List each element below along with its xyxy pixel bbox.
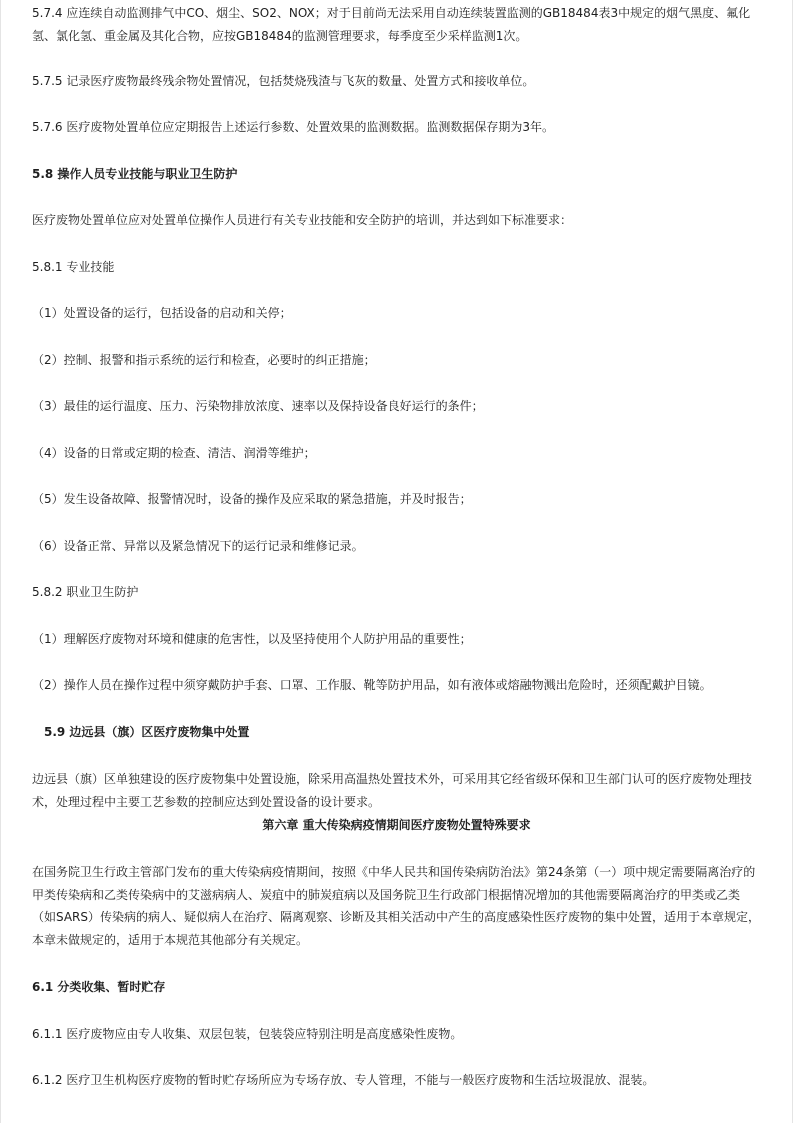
list-item-5-8-2-1: （1）理解医疗废物对环境和健康的危害性，以及坚持使用个人防护用品的重要性； [32, 632, 472, 646]
paragraph-6-1-1: 6.1.1 医疗废物应由专人收集、双层包装，包装袋应特别注明是高度感染性废物。 [32, 1027, 463, 1041]
list-item-5-8-1-4: （4）设备的日常或定期的检查、清洁、润滑等维护； [32, 446, 316, 460]
section-heading-6-1: 6.1 分类收集、暂时贮存 [32, 980, 166, 994]
paragraph-5-8-intro: 医疗废物处置单位应对处置单位操作人员进行有关专业技能和安全防护的培训，并达到如下标准要求： [32, 213, 573, 227]
page-edge-left [0, 0, 1, 1123]
list-item-5-8-1-6: （6）设备正常、异常以及紧急情况下的运行记录和维修记录。 [32, 539, 364, 553]
subheading-5-8-1: 5.8.1 专业技能 [32, 260, 115, 274]
list-item-5-8-1-2: （2）控制、报警和指示系统的运行和检查，必要时的纠正措施； [32, 353, 376, 367]
list-item-5-8-1-1: （1）处置设备的运行，包括设备的启动和关停； [32, 306, 292, 320]
section-heading-5-8: 5.8 操作人员专业技能与职业卫生防护 [32, 167, 238, 181]
paragraph-5-7-5: 5.7.5 记录医疗废物最终残余物处置情况，包括焚烧残渣与飞灰的数量、处置方式和接收单位。 [32, 74, 535, 88]
chapter-heading-6: 第六章 重大传染病疫情期间医疗废物处置特殊要求 [262, 818, 531, 832]
paragraph-5-9: 边远县（旗）区单独建设的医疗废物集中处置设施，除采用高温热处置技术外，可采用其它经省级环保和卫生部门认可的医疗废物处理技术，处理过程中主要工艺参数的控制应达到处置设备的设计要求。 [32, 772, 753, 809]
paragraph-6-1-2: 6.1.2 医疗卫生机构医疗废物的暂时贮存场所应为专场存放、专人管理，不能与一般医疗废物和生活垃圾混放、混装。 [32, 1073, 655, 1087]
list-item-5-8-2-2: （2）操作人员在操作过程中须穿戴防护手套、口罩、工作服、靴等防护用品，如有液体或熔融物溅出危险时，还须配戴护目镜。 [32, 678, 712, 692]
list-item-5-8-1-5: （5）发生设备故障、报警情况时，设备的操作及应采取的紧急措施，并及时报告； [32, 492, 472, 506]
subheading-5-8-2: 5.8.2 职业卫生防护 [32, 585, 139, 599]
list-item-5-8-1-3: （3）最佳的运行温度、压力、污染物排放浓度、速率以及保持设备良好运行的条件； [32, 399, 484, 413]
paragraph-6-intro: 在国务院卫生行政主管部门发布的重大传染病疫情期间，按照《中华人民共和国传染病防治法》第24条第（一）项中规定需要隔离治疗的甲类传染病和乙类传染病中的艾滋病病人、炭疽中的肺炭疽病以及国务院卫生行政部门根据情况增加的其他需要隔离治疗的甲类或乙类（如SARS）传染病的病人、疑似病人在治疗、隔离观察、诊断及其相关活动中产生的高度感染性医疗废物的集中处置，适用于本章规定，本章未做规定的，适用于本规范其他部分有关规定。 [32, 865, 761, 947]
section-heading-5-9: 5.9 边远县（旗）区医疗废物集中处置 [44, 725, 250, 739]
paragraph-5-7-6: 5.7.6 医疗废物处置单位应定期报告上述运行参数、处置效果的监测数据。监测数据保存期为3年。 [32, 120, 554, 134]
paragraph-5-7-4: 5.7.4 应连续自动监测排气中CO、烟尘、SO2、NOX；对于目前尚无法采用自动连续装置监测的GB18484表3中规定的烟气黑度、氟化氢、氯化氢、重金属及其化合物，应按GB18484的监测管理要求，每季度至少采样监测1次。 [32, 6, 751, 43]
